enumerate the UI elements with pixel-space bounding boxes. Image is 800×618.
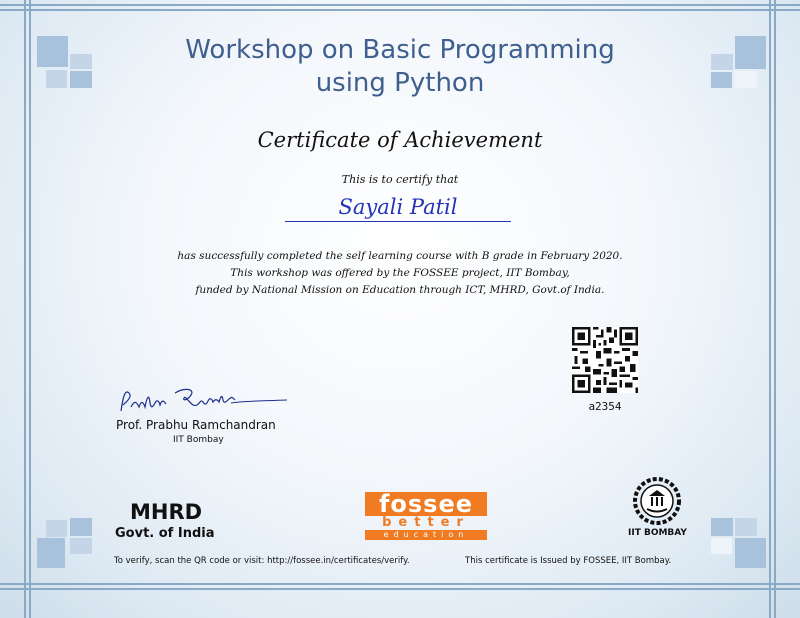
certify-intro: This is to certify that — [341, 173, 459, 186]
border-line-bottom-2 — [0, 588, 800, 590]
qr-code-icon — [572, 327, 638, 393]
recipient-name: Sayali Patil — [285, 195, 511, 222]
fossee-logo — [365, 492, 487, 542]
fossee-logo-wordmark: fossee — [365, 492, 487, 516]
fossee-logo-education: education — [365, 530, 487, 540]
certificate-id: a2354 — [588, 400, 622, 413]
decor-square — [735, 71, 757, 88]
mhrd-logo-subtitle: Govt. of India — [115, 526, 215, 541]
iit-bombay-emblem-icon — [632, 476, 682, 526]
signatory-institution: IIT Bombay — [173, 435, 224, 445]
border-line-bottom-1 — [0, 583, 800, 585]
decor-square — [711, 538, 732, 554]
workshop-title-line-2: using Python — [315, 68, 485, 98]
certificate-heading: Certificate of Achievement — [257, 128, 543, 152]
body-line-1: has successfully completed the self learning course with B grade in February 2020. — [177, 250, 623, 262]
decor-square — [46, 520, 67, 537]
border-line-top-2 — [0, 9, 800, 11]
decor-square — [735, 36, 766, 69]
decor-square — [711, 54, 733, 70]
workshop-title-line-1: Workshop on Basic Programming — [185, 35, 615, 65]
decor-square — [70, 538, 92, 554]
border-line-top-1 — [0, 4, 800, 6]
body-line-3: funded by National Mission on Education through ICT, MHRD, Govt.of India. — [195, 284, 605, 296]
border-line-right-2 — [774, 0, 776, 618]
workshop-title — [150, 34, 650, 100]
body-line-2: This workshop was offered by the FOSSEE project, IIT Bombay, — [230, 267, 570, 279]
mhrd-logo-title: MHRD — [130, 500, 203, 524]
border-line-right-1 — [769, 0, 771, 618]
decor-square — [70, 71, 92, 88]
border-line-left-1 — [24, 0, 26, 618]
decor-square — [46, 70, 67, 88]
signature-image — [115, 383, 290, 419]
decor-square — [70, 54, 92, 69]
iit-bombay-label: IIT BOMBAY — [628, 528, 687, 538]
decor-square — [711, 518, 733, 536]
decor-square — [37, 36, 68, 67]
fossee-logo-better: better — [382, 515, 470, 530]
decor-square — [37, 538, 65, 568]
decor-square — [735, 518, 757, 536]
issued-by-text: This certificate is Issued by FOSSEE, IIT Bombay. — [465, 556, 672, 566]
decor-square — [711, 72, 732, 88]
border-line-left-2 — [29, 0, 31, 618]
certificate-body — [150, 248, 650, 299]
signatory-name: Prof. Prabhu Ramchandran — [116, 418, 276, 432]
verify-instructions: To verify, scan the QR code or visit: http://fossee.in/certificates/verify. — [114, 556, 410, 566]
decor-square — [70, 518, 92, 536]
decor-square — [735, 538, 766, 568]
